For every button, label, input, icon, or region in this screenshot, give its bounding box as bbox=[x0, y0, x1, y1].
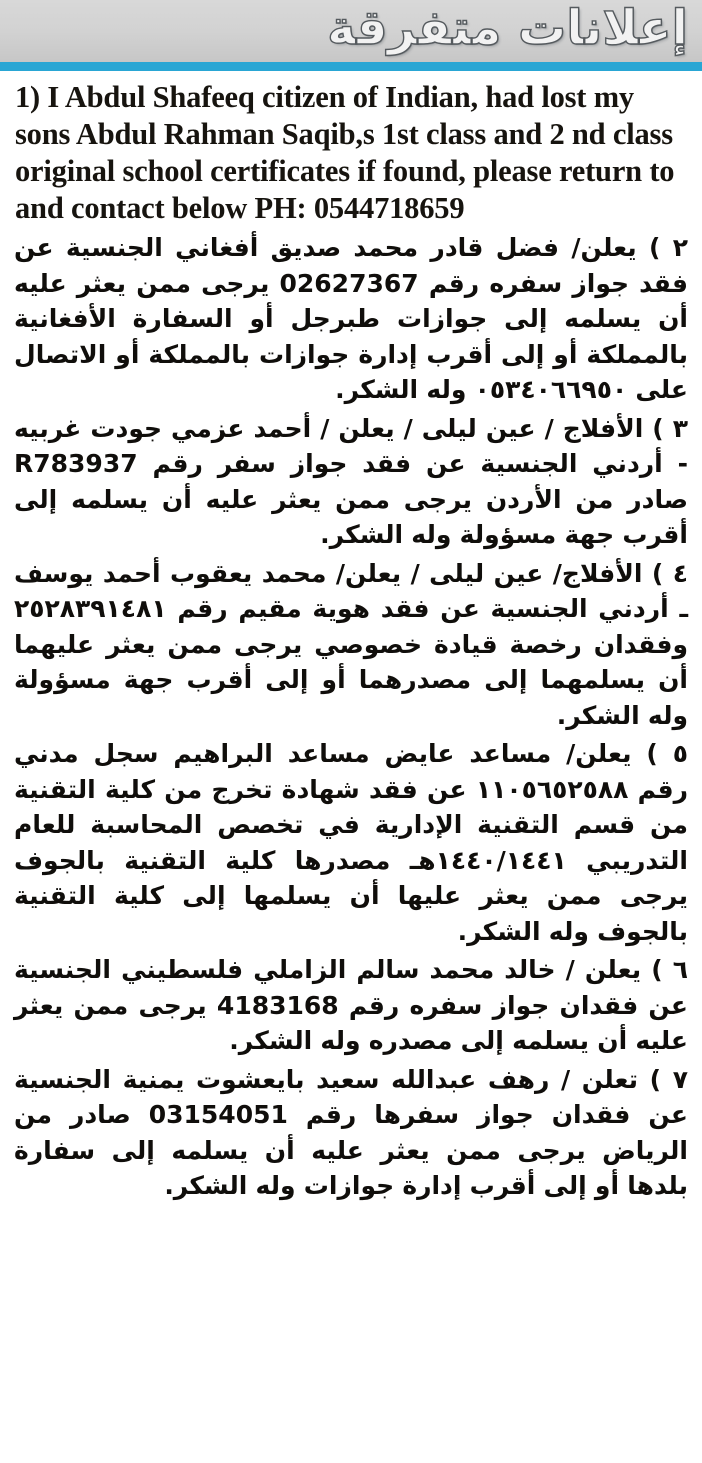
ad-item-3 bbox=[11, 410, 691, 555]
page-title: إعلانات متفرقة bbox=[327, 0, 688, 56]
ad-item-7 bbox=[11, 1061, 691, 1206]
masthead bbox=[0, 0, 702, 71]
ad-item-2 bbox=[11, 229, 691, 410]
ad-item-5 bbox=[11, 735, 691, 951]
ad-text: 1) I Abdul Shafeeq citizen of Indian, had lost my sons Abdul Rahman Saqib,s 1st class and 2 nd class original school certificates if found, please return to and contact below PH: 0544718659 bbox=[15, 80, 675, 225]
masthead-accent-rule bbox=[0, 62, 702, 71]
ad-item-1 bbox=[11, 75, 691, 229]
ad-item-4 bbox=[11, 555, 691, 736]
ad-text: ٧ ) تعلن / رهف عبدالله سعيد بايعشوت يمنية الجنسية عن فقدان جواز سفرها رقم 03154051 صادر من الرياض يرجى ممن يعثر عليه أن يسلمه إلى سفارة بلدها أو إلى أقرب إدارة جوازات وله الشكر. bbox=[14, 1064, 688, 1200]
ad-text: ٣ ) الأفلاج / عين ليلى / يعلن / أحمد عزمي جودت غربيه - أردني الجنسية عن فقد جواز سفر رقم R783937 صادر من الأردن يرجى ممن يعثر عليه أن يسلمه إلى أقرب جهة مسؤولة وله الشكر. bbox=[14, 413, 688, 549]
ad-text: ٢ ) يعلن/ فضل قادر محمد صديق أفغاني الجنسية عن فقد جواز سفره رقم 02627367 يرجى ممن يعثر عليه أن يسلمه إلى جوازات طبرجل أو السفارة الأفغانية بالمملكة أو إلى أقرب إدارة جوازات بالمملكة أو الاتصال على ٠٥٣٤٠٦٦٩٥٠ وله الشكر. bbox=[14, 233, 688, 404]
ads-column bbox=[0, 71, 702, 1206]
ad-item-6 bbox=[11, 951, 691, 1061]
ad-text: ٤ ) الأفلاج/ عين ليلى / يعلن/ محمد يعقوب أحمد يوسف ـ أردني الجنسية عن فقد هوية مقيم رقم ٢٥٢٨٣٩١٤٨١ وفقدان رخصة قيادة خصوصي يرجى ممن يعثر عليهما أن يسلمهما إلى مصدرهما أو إلى أقرب جهة مسؤولة وله الشكر. bbox=[14, 558, 688, 730]
ad-text: ٦ ) يعلن / خالد محمد سالم الزاملي فلسطيني الجنسية عن فقدان جواز سفره رقم 4183168 يرجى ممن يعثر عليه أن يسلمه إلى مصدره وله الشكر. bbox=[14, 955, 688, 1055]
ad-text: ٥ ) يعلن/ مساعد عايض مساعد البراهيم سجل مدني رقم ١١٠٥٦٥٢٥٨٨ عن فقد شهادة تخرج من كلية التقنية من قسم التقنية الإدارية في تخصص المحاسبة للعام التدريبي ١٤٤٠/١٤٤١هـ مصدرها كلية التقنية بالجوف يرجى ممن يعثر عليها أن يسلمها إلى كلية التقنية بالجوف وله الشكر. bbox=[14, 739, 688, 946]
